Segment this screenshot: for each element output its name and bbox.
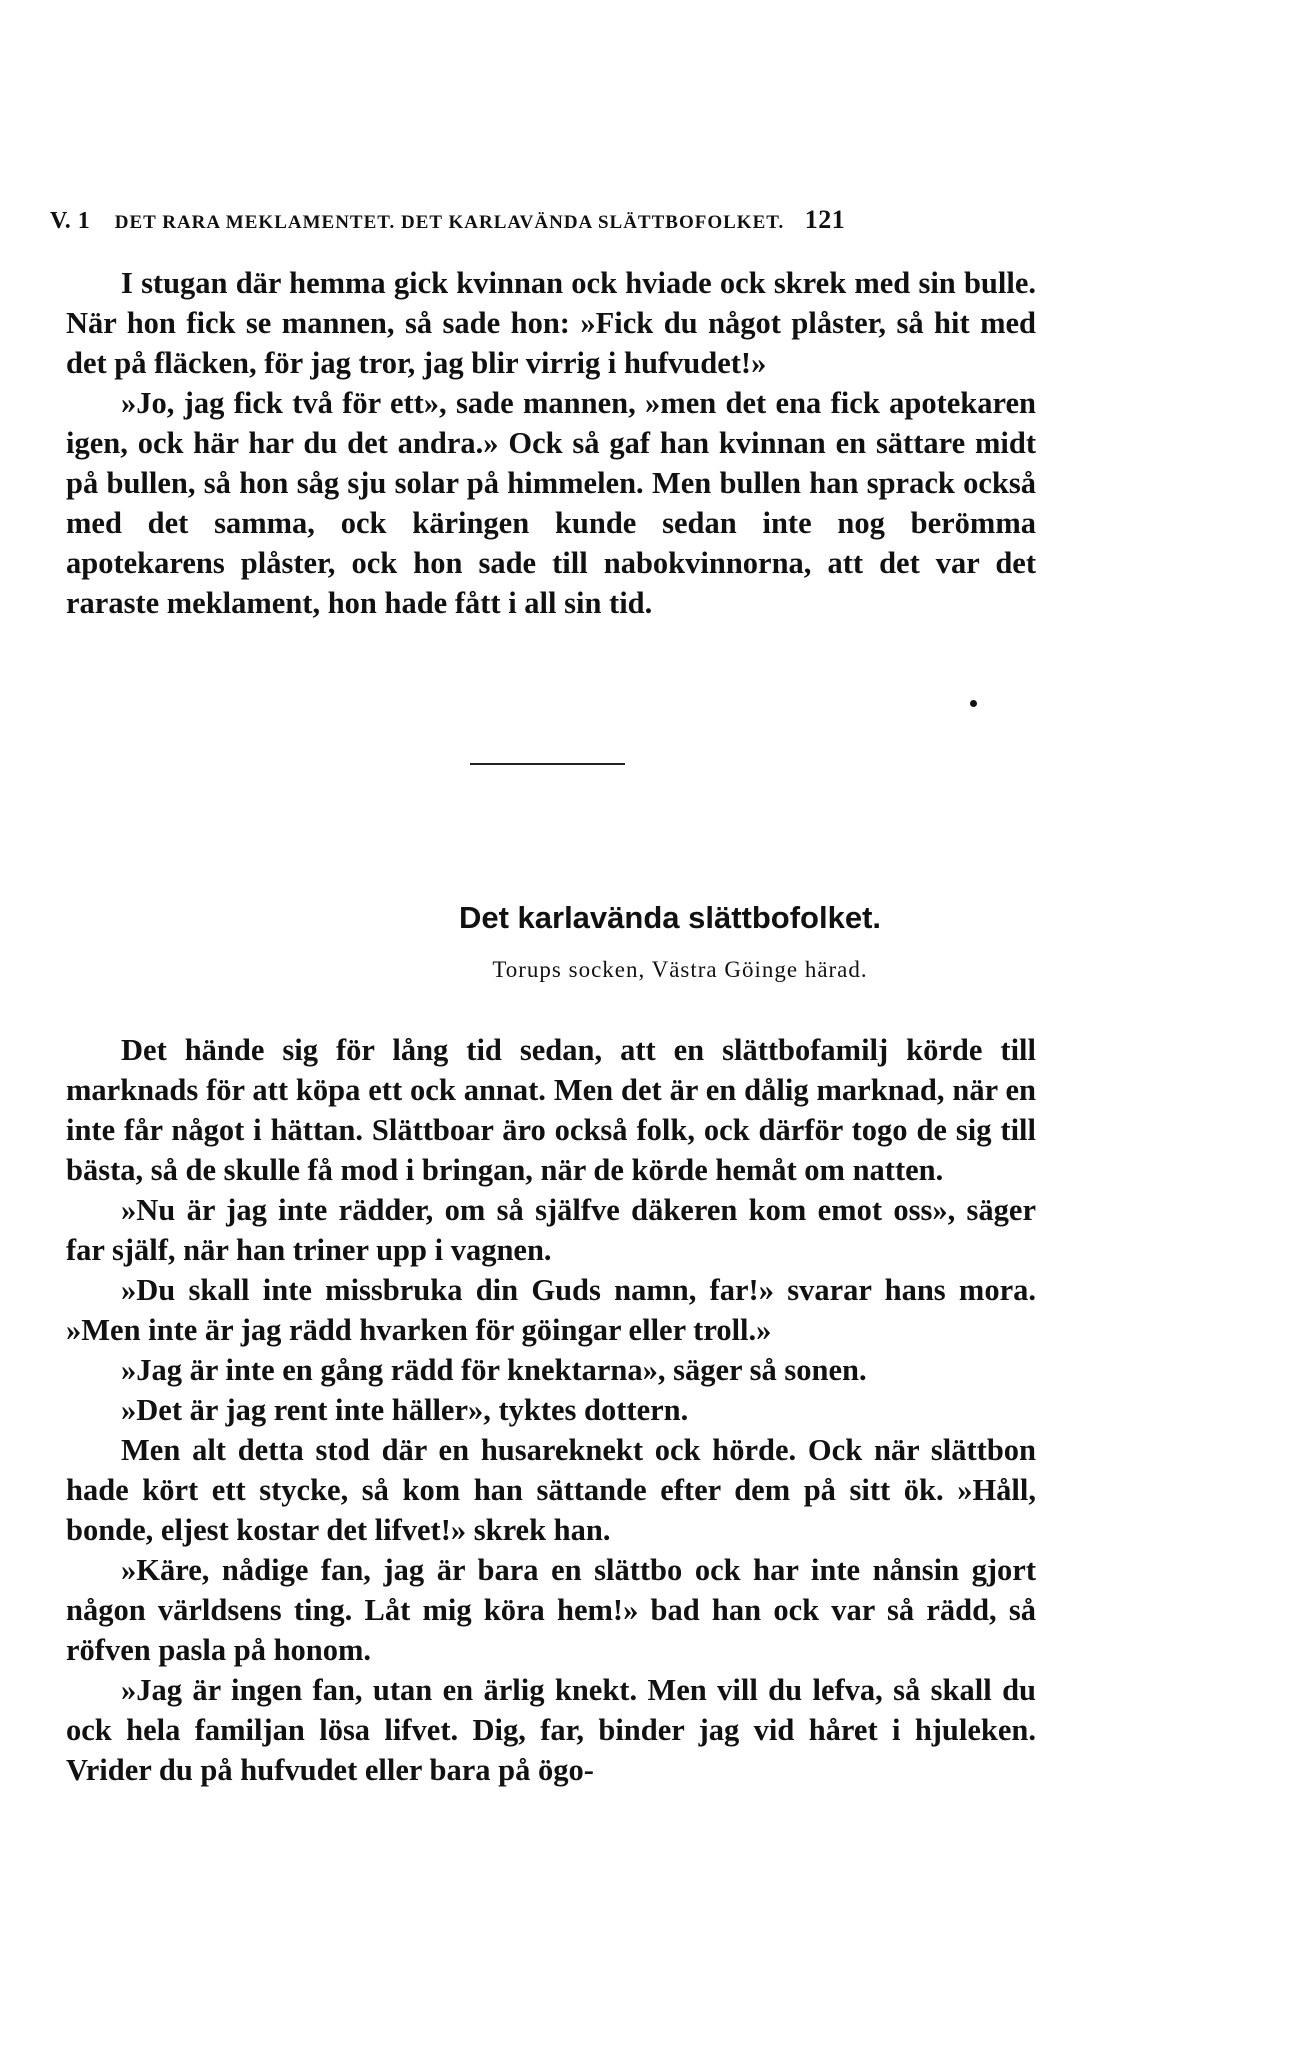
page-number: 121 xyxy=(804,205,846,234)
running-header xyxy=(50,205,1050,235)
paragraph: »Käre, nådige fan, jag är bara en slättbo ock har inte nånsin gjort någon världsens ting. Låt mig köra hem!» bad han ock var så rädd, så röfven pasla på honom. xyxy=(66,1553,1036,1667)
paragraph: Det hände sig för lång tid sedan, att en slättbofamilj körde till marknads för att köpa ett ock annat. Men det är en dålig marknad, när en inte får något i hättan. Slättboar äro också folk, ock därför togo de sig till bästa, så de skulle få mod i bringan, när de körde hemåt om natten. xyxy=(66,1033,1036,1187)
print-speck xyxy=(970,700,977,707)
paragraph: »Jag är inte en gång rädd för knektarna», säger så sonen. xyxy=(121,1353,867,1387)
paragraph: »Jo, jag fick två för ett», sade mannen, »men det ena fick apotekaren igen, ock här har du det andra.» Ock så gaf han kvinnan en sättare midt på bullen, så hon såg sju solar på himmelen. Men bullen han sprack också med det samma, ock käringen kunde sedan inte nog berömma apotekarens plåster, ock hon sade till nabokvinnorna, att det var det raraste meklament, hon hade fått i all sin tid. xyxy=(66,386,1036,620)
paragraph: »Du skall inte missbruka din Guds namn, far!» svarar hans mora. »Men inte är jag rädd hvarken för göingar eller troll.» xyxy=(66,1273,1036,1347)
section-title: Det karlavända slättbofolket. xyxy=(458,900,882,935)
section-subtitle: Torups socken, Västra Göinge härad. xyxy=(492,957,868,982)
paragraph: Men alt detta stod där en husareknekt ock hörde. Ock när slättbon hade kört ett stycke, så kom han sättande efter dem på sitt ök. »Håll, bonde, eljest kostar det lifvet!» skrek han. xyxy=(66,1433,1036,1547)
paragraph: »Nu är jag inte rädder, om så själfve däkeren kom emot oss», säger far själf, när han triner upp i vagnen. xyxy=(66,1193,1036,1267)
paragraph: »Det är jag rent inte häller», tyktes dottern. xyxy=(121,1393,689,1427)
section-divider xyxy=(470,763,625,765)
section2-text xyxy=(66,1030,1036,1790)
running-title: DET RARA MEKLAMENTET. DET KARLAVÄNDA SLÄTTBOFOLKET. xyxy=(114,212,785,233)
paragraph: I stugan där hemma gick kvinnan ock hviade ock skrek med sin bulle. När hon fick se mannen, så sade hon: »Fick du något plåster, så hit med det på fläcken, för jag tror, jag blir virrig i hufvudet!» xyxy=(66,266,1036,380)
section1-text xyxy=(66,263,1036,623)
paragraph: »Jag är ingen fan, utan en ärlig knekt. Men vill du lefva, så skall du ock hela familjan lösa lifvet. Dig, far, binder jag vid håret i hjuleken. Vrider du på hufvudet eller bara på ögo- xyxy=(66,1673,1036,1787)
volume-label: V. 1 xyxy=(50,208,91,234)
